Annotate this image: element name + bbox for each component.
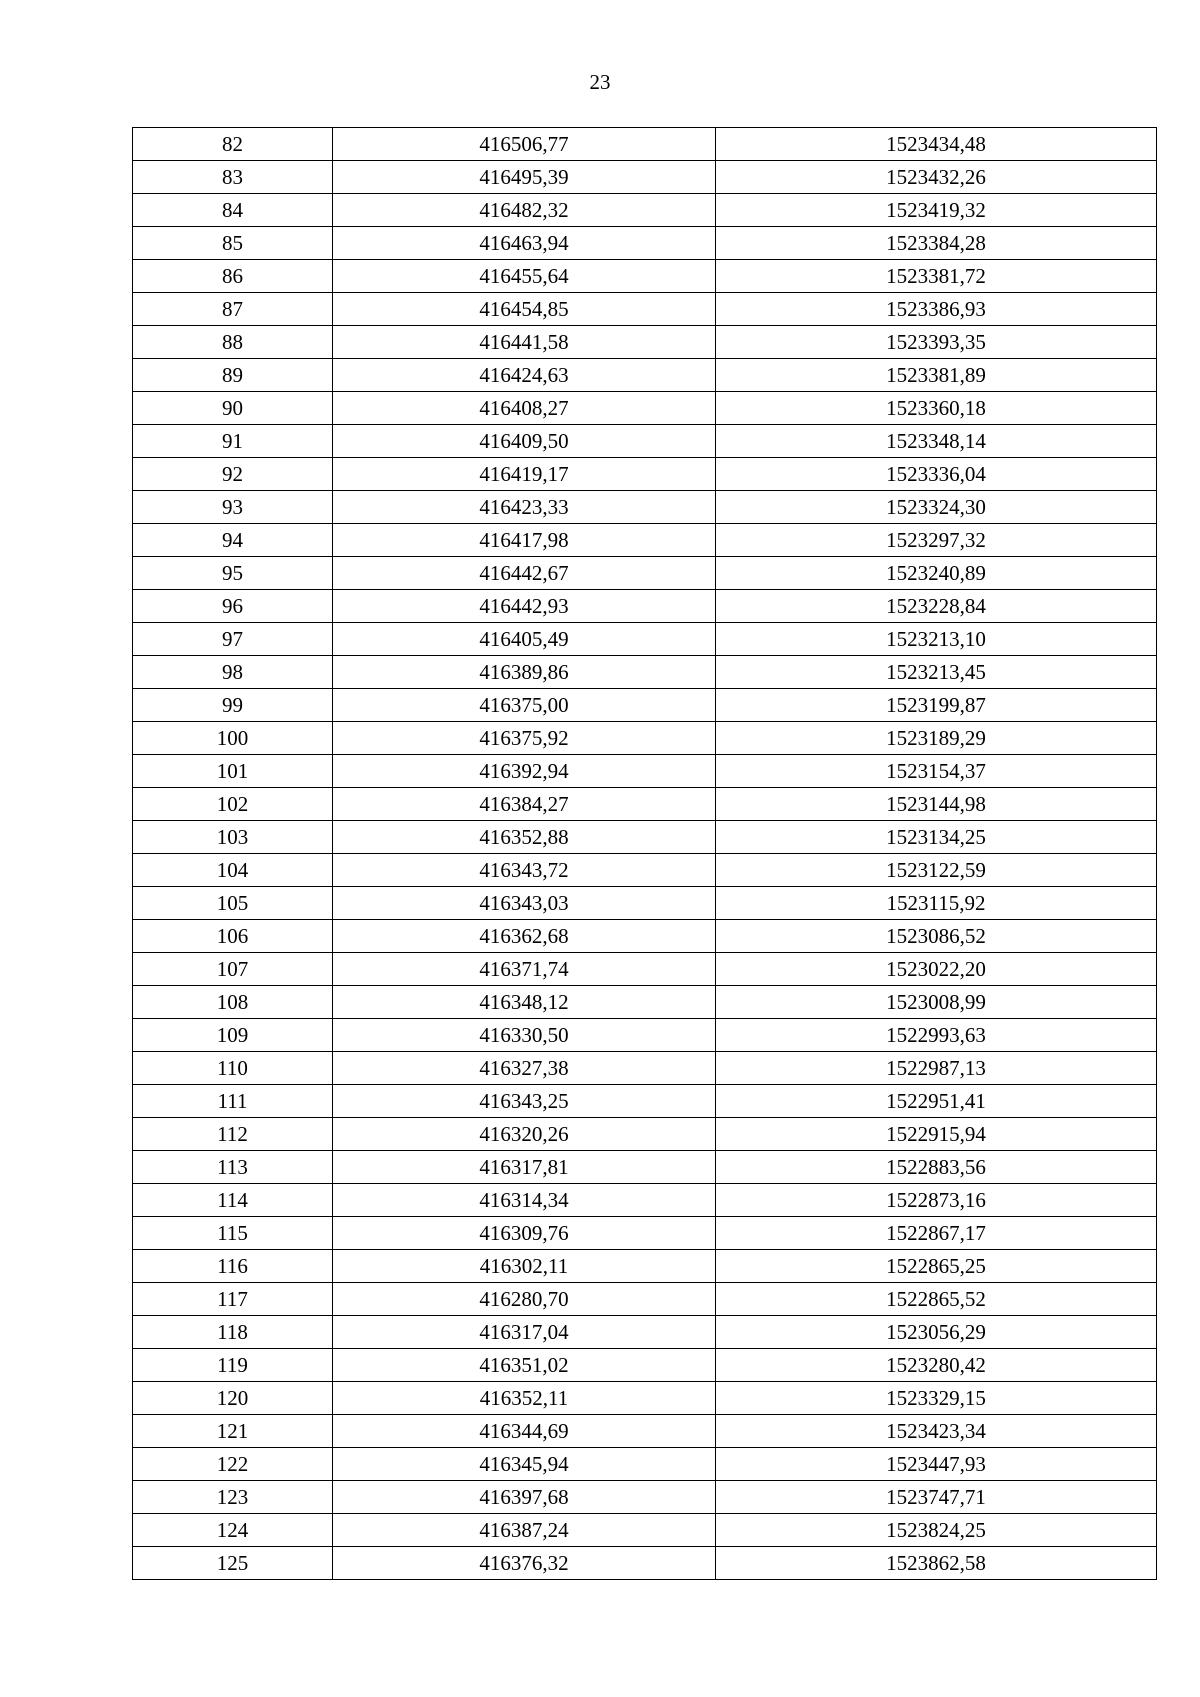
point-number-cell: 98: [133, 656, 333, 689]
x-coordinate-cell: 416442,93: [333, 590, 716, 623]
table-row: [133, 1316, 1157, 1349]
point-number-cell: 112: [133, 1118, 333, 1151]
x-coordinate-cell: 416371,74: [333, 953, 716, 986]
y-coordinate-cell: 1523134,25: [716, 821, 1157, 854]
table-row: [133, 194, 1157, 227]
table-row: [133, 590, 1157, 623]
y-coordinate-cell: 1523336,04: [716, 458, 1157, 491]
y-coordinate-cell: 1523213,45: [716, 656, 1157, 689]
x-coordinate-cell: 416417,98: [333, 524, 716, 557]
x-coordinate-cell: 416314,34: [333, 1184, 716, 1217]
table-row: [133, 1349, 1157, 1382]
point-number-cell: 87: [133, 293, 333, 326]
point-number-cell: 115: [133, 1217, 333, 1250]
table-row: [133, 260, 1157, 293]
point-number-cell: 117: [133, 1283, 333, 1316]
table-row: [133, 821, 1157, 854]
table-row: [133, 689, 1157, 722]
y-coordinate-cell: 1523419,32: [716, 194, 1157, 227]
x-coordinate-cell: 416327,38: [333, 1052, 716, 1085]
point-number-cell: 101: [133, 755, 333, 788]
point-number-cell: 121: [133, 1415, 333, 1448]
y-coordinate-cell: 1523213,10: [716, 623, 1157, 656]
y-coordinate-cell: 1523432,26: [716, 161, 1157, 194]
x-coordinate-cell: 416362,68: [333, 920, 716, 953]
y-coordinate-cell: 1523329,15: [716, 1382, 1157, 1415]
point-number-cell: 119: [133, 1349, 333, 1382]
point-number-cell: 93: [133, 491, 333, 524]
x-coordinate-cell: 416455,64: [333, 260, 716, 293]
point-number-cell: 88: [133, 326, 333, 359]
x-coordinate-cell: 416352,11: [333, 1382, 716, 1415]
x-coordinate-cell: 416375,92: [333, 722, 716, 755]
y-coordinate-cell: 1522873,16: [716, 1184, 1157, 1217]
y-coordinate-cell: 1523022,20: [716, 953, 1157, 986]
point-number-cell: 99: [133, 689, 333, 722]
y-coordinate-cell: 1523154,37: [716, 755, 1157, 788]
point-number-cell: 114: [133, 1184, 333, 1217]
point-number-cell: 90: [133, 392, 333, 425]
table-row: [133, 953, 1157, 986]
x-coordinate-cell: 416343,25: [333, 1085, 716, 1118]
table-row: [133, 1415, 1157, 1448]
y-coordinate-cell: 1522951,41: [716, 1085, 1157, 1118]
x-coordinate-cell: 416409,50: [333, 425, 716, 458]
x-coordinate-cell: 416330,50: [333, 1019, 716, 1052]
y-coordinate-cell: 1523862,58: [716, 1547, 1157, 1580]
x-coordinate-cell: 416454,85: [333, 293, 716, 326]
table-row: [133, 1118, 1157, 1151]
point-number-cell: 122: [133, 1448, 333, 1481]
x-coordinate-cell: 416408,27: [333, 392, 716, 425]
y-coordinate-cell: 1523824,25: [716, 1514, 1157, 1547]
point-number-cell: 120: [133, 1382, 333, 1415]
x-coordinate-cell: 416302,11: [333, 1250, 716, 1283]
x-coordinate-cell: 416345,94: [333, 1448, 716, 1481]
y-coordinate-cell: 1522993,63: [716, 1019, 1157, 1052]
table-row: [133, 1283, 1157, 1316]
point-number-cell: 91: [133, 425, 333, 458]
point-number-cell: 95: [133, 557, 333, 590]
y-coordinate-cell: 1523747,71: [716, 1481, 1157, 1514]
x-coordinate-cell: 416320,26: [333, 1118, 716, 1151]
page-number: 23: [589, 70, 611, 94]
point-number-cell: 84: [133, 194, 333, 227]
point-number-cell: 111: [133, 1085, 333, 1118]
table-row: [133, 392, 1157, 425]
table-row: [133, 986, 1157, 1019]
table-row: [133, 623, 1157, 656]
y-coordinate-cell: 1523056,29: [716, 1316, 1157, 1349]
x-coordinate-cell: 416317,81: [333, 1151, 716, 1184]
table-row: [133, 920, 1157, 953]
point-number-cell: 107: [133, 953, 333, 986]
point-number-cell: 97: [133, 623, 333, 656]
x-coordinate-cell: 416423,33: [333, 491, 716, 524]
x-coordinate-cell: 416442,67: [333, 557, 716, 590]
point-number-cell: 106: [133, 920, 333, 953]
x-coordinate-cell: 416389,86: [333, 656, 716, 689]
point-number-cell: 94: [133, 524, 333, 557]
table-row: [133, 1481, 1157, 1514]
y-coordinate-cell: 1523297,32: [716, 524, 1157, 557]
x-coordinate-cell: 416309,76: [333, 1217, 716, 1250]
y-coordinate-cell: 1523280,42: [716, 1349, 1157, 1382]
point-number-cell: 124: [133, 1514, 333, 1547]
point-number-cell: 116: [133, 1250, 333, 1283]
table-row: [133, 854, 1157, 887]
y-coordinate-cell: 1522883,56: [716, 1151, 1157, 1184]
x-coordinate-cell: 416376,32: [333, 1547, 716, 1580]
point-number-cell: 118: [133, 1316, 333, 1349]
table-row: [133, 1151, 1157, 1184]
table-row: [133, 425, 1157, 458]
coordinates-table: [132, 127, 1157, 1580]
point-number-cell: 89: [133, 359, 333, 392]
x-coordinate-cell: 416463,94: [333, 227, 716, 260]
table-row: [133, 1085, 1157, 1118]
y-coordinate-cell: 1523189,29: [716, 722, 1157, 755]
table-row: [133, 524, 1157, 557]
point-number-cell: 100: [133, 722, 333, 755]
point-number-cell: 108: [133, 986, 333, 1019]
y-coordinate-cell: 1523348,14: [716, 425, 1157, 458]
y-coordinate-cell: 1523008,99: [716, 986, 1157, 1019]
table-row: [133, 293, 1157, 326]
point-number-cell: 103: [133, 821, 333, 854]
table-row: [133, 755, 1157, 788]
y-coordinate-cell: 1523240,89: [716, 557, 1157, 590]
table-row: [133, 1019, 1157, 1052]
x-coordinate-cell: 416375,00: [333, 689, 716, 722]
y-coordinate-cell: 1523434,48: [716, 128, 1157, 161]
point-number-cell: 96: [133, 590, 333, 623]
point-number-cell: 83: [133, 161, 333, 194]
x-coordinate-cell: 416405,49: [333, 623, 716, 656]
x-coordinate-cell: 416344,69: [333, 1415, 716, 1448]
point-number-cell: 102: [133, 788, 333, 821]
y-coordinate-cell: 1523423,34: [716, 1415, 1157, 1448]
point-number-cell: 105: [133, 887, 333, 920]
table-row: [133, 1052, 1157, 1085]
y-coordinate-cell: 1523393,35: [716, 326, 1157, 359]
table-row: [133, 656, 1157, 689]
y-coordinate-cell: 1522865,25: [716, 1250, 1157, 1283]
point-number-cell: 86: [133, 260, 333, 293]
x-coordinate-cell: 416343,03: [333, 887, 716, 920]
table-row: [133, 887, 1157, 920]
y-coordinate-cell: 1523122,59: [716, 854, 1157, 887]
table-row: [133, 788, 1157, 821]
x-coordinate-cell: 416392,94: [333, 755, 716, 788]
x-coordinate-cell: 416317,04: [333, 1316, 716, 1349]
y-coordinate-cell: 1522987,13: [716, 1052, 1157, 1085]
point-number-cell: 109: [133, 1019, 333, 1052]
point-number-cell: 125: [133, 1547, 333, 1580]
table-row: [133, 161, 1157, 194]
table-row: [133, 1547, 1157, 1580]
table-row: [133, 1448, 1157, 1481]
x-coordinate-cell: 416441,58: [333, 326, 716, 359]
table-row: [133, 722, 1157, 755]
x-coordinate-cell: 416387,24: [333, 1514, 716, 1547]
y-coordinate-cell: 1523144,98: [716, 788, 1157, 821]
y-coordinate-cell: 1523447,93: [716, 1448, 1157, 1481]
x-coordinate-cell: 416397,68: [333, 1481, 716, 1514]
y-coordinate-cell: 1522865,52: [716, 1283, 1157, 1316]
table-row: [133, 1514, 1157, 1547]
point-number-cell: 104: [133, 854, 333, 887]
x-coordinate-cell: 416495,39: [333, 161, 716, 194]
y-coordinate-cell: 1523360,18: [716, 392, 1157, 425]
coordinates-table-body: [133, 128, 1157, 1580]
y-coordinate-cell: 1523324,30: [716, 491, 1157, 524]
table-row: [133, 227, 1157, 260]
x-coordinate-cell: 416348,12: [333, 986, 716, 1019]
x-coordinate-cell: 416506,77: [333, 128, 716, 161]
y-coordinate-cell: 1523384,28: [716, 227, 1157, 260]
table-row: [133, 359, 1157, 392]
table-row: [133, 326, 1157, 359]
point-number-cell: 110: [133, 1052, 333, 1085]
point-number-cell: 92: [133, 458, 333, 491]
point-number-cell: 113: [133, 1151, 333, 1184]
y-coordinate-cell: 1523381,89: [716, 359, 1157, 392]
point-number-cell: 85: [133, 227, 333, 260]
point-number-cell: 123: [133, 1481, 333, 1514]
x-coordinate-cell: 416280,70: [333, 1283, 716, 1316]
table-row: [133, 557, 1157, 590]
x-coordinate-cell: 416343,72: [333, 854, 716, 887]
table-row: [133, 1217, 1157, 1250]
y-coordinate-cell: 1523386,93: [716, 293, 1157, 326]
table-row: [133, 458, 1157, 491]
table-row: [133, 128, 1157, 161]
x-coordinate-cell: 416384,27: [333, 788, 716, 821]
point-number-cell: 82: [133, 128, 333, 161]
y-coordinate-cell: 1523115,92: [716, 887, 1157, 920]
y-coordinate-cell: 1522867,17: [716, 1217, 1157, 1250]
table-row: [133, 491, 1157, 524]
x-coordinate-cell: 416482,32: [333, 194, 716, 227]
table-row: [133, 1184, 1157, 1217]
table-row: [133, 1382, 1157, 1415]
y-coordinate-cell: 1523199,87: [716, 689, 1157, 722]
y-coordinate-cell: 1523228,84: [716, 590, 1157, 623]
y-coordinate-cell: 1523381,72: [716, 260, 1157, 293]
y-coordinate-cell: 1523086,52: [716, 920, 1157, 953]
x-coordinate-cell: 416351,02: [333, 1349, 716, 1382]
x-coordinate-cell: 416352,88: [333, 821, 716, 854]
x-coordinate-cell: 416424,63: [333, 359, 716, 392]
x-coordinate-cell: 416419,17: [333, 458, 716, 491]
y-coordinate-cell: 1522915,94: [716, 1118, 1157, 1151]
table-row: [133, 1250, 1157, 1283]
